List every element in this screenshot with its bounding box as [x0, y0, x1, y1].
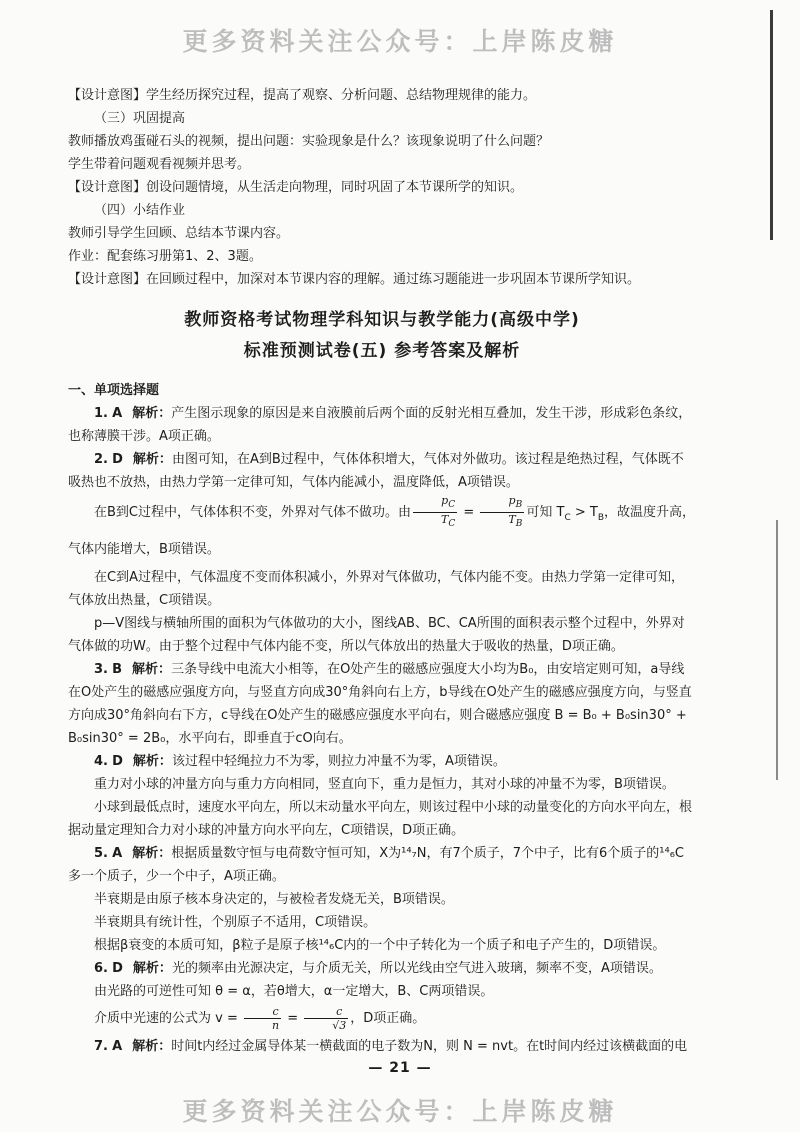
page-number: — 21 —	[368, 1060, 432, 1076]
q6-f2-num: c	[304, 1005, 348, 1019]
q2-label: 解析：	[132, 452, 172, 467]
section-single-choice-heading: 一、单项选择题	[68, 383, 160, 398]
q2-f2-num-sub: B	[515, 500, 523, 511]
q2-text-2b: 可知 T	[526, 505, 565, 521]
q6-text-3b: ，D项正确。	[350, 1010, 426, 1026]
q2-tb-sub: B	[597, 512, 605, 523]
q3-answer: B	[112, 661, 123, 677]
q4-number: 4.	[94, 753, 108, 769]
scan-edge-line-lower	[776, 520, 778, 780]
q2-f2-num: p	[508, 494, 516, 507]
answer-q6	[68, 957, 696, 980]
q2-text-2a: 在B到C过程中，气体体积不变，外界对气体不做功。由	[94, 505, 411, 521]
exam-title	[68, 305, 696, 367]
q1-answer: A	[112, 406, 123, 421]
q2-paragraph-4: p—V图线与横轴所围的面积为气体做功的大小，图线AB、BC、CA所围的面积表示整个过程中，外界对气体做的功W。由于整个过程中气体内能不变，所以气体放出的热量大于吸收的热量，D项正确。	[68, 615, 685, 654]
answer-q2	[68, 448, 696, 494]
q2-paragraph-2	[68, 494, 696, 566]
q1-text: 产生图示现象的原因是来自液膜前后两个面的反射光相互叠加，发生干涉，形成彩色条纹，也称薄膜干涉。A项正确。	[68, 406, 692, 444]
q6-equals: =	[283, 1010, 303, 1026]
design-intent-1: 【设计意图】学生经历探究过程，提高了观察、分析问题、总结物理规律的能力。	[68, 88, 537, 103]
q2-number: 2.	[94, 452, 108, 467]
design-intent-2: 【设计意图】创设问题情境，从生活走向物理，同时巩固了本节课所学的知识。	[68, 180, 524, 195]
q2-text-2d: ，故温度升高，气体内能增大，B项错误。	[68, 505, 696, 557]
q4-text-1: 该过程中轻绳拉力不为零，则拉力冲量不为零，A项错误。	[171, 753, 506, 769]
q5-paragraph-2: 半衰期是由原子核本身决定的，与被检者发烧无关，B项错误。	[94, 891, 454, 907]
q2-tc-sub: C	[564, 512, 571, 523]
q2-text-1: 由图可知，在A到B过程中，气体体积增大，气体对外做功。该过程是绝热过程，气体既不吸热也不放热，由热力学第一定律可知，气体内能减小，温度降低，A项错误。	[68, 452, 684, 490]
q6-text-3a: 介质中光速的公式为 v =	[94, 1010, 242, 1026]
q2-paragraph-3: 在C到A过程中，气体温度不变而体积减小，外界对气体做功，气体内能不变。由热力学第一定律可知，气体放出热量，C项错误。	[68, 569, 684, 608]
q2-f1-num-sub: C	[448, 500, 456, 511]
q2-f2-den: T	[508, 513, 516, 527]
q5-paragraph-4: 根据β衰变的本质可知，β粒子是原子核¹⁴₆C内的一个中子转化为一个质子和电子产生的，D项错误。	[94, 937, 666, 953]
watermark-bottom: 更多资料关注公众号：上岸陈皮糖	[182, 1097, 618, 1126]
q3-text: 三条导线中电流大小相等，在O处产生的磁感应强度大小均为B₀，由安培定则可知，a导线在O处产生的磁感应强度方向，与竖直方向成30°角斜向右上方，b导线在O处产生的磁感应强度方向，与竖直方向成30°角斜向右下方，c导线在O处产生的磁感应强度水平向右，则合磁感应强度 B = B₀ + B₀sin30° + B₀sin30° = 2B₀，水平向右，即垂直于cO向右。	[68, 661, 692, 746]
exam-title-line-1: 教师资格考试物理学科知识与教学能力(高级中学)	[184, 310, 580, 330]
q6-paragraph-3	[68, 1003, 696, 1035]
q6-fraction-c-n	[244, 1005, 281, 1032]
q2-f1-den: T	[441, 513, 449, 527]
q2-text-2c: > T	[570, 505, 598, 521]
q7-number: 7.	[94, 1038, 108, 1054]
q4-paragraph-2: 重力对小球的冲量方向与重力方向相同，竖直向下，重力是恒力，其对小球的冲量不为零，B项错误。	[94, 776, 675, 792]
teacher-summary: 教师引导学生回顾、总结本节课内容。	[68, 226, 290, 241]
q2-f1-num: p	[441, 494, 449, 507]
q6-f1-den: n	[271, 1018, 280, 1032]
q5-text-1: 根据质量数守恒与电荷数守恒可知，X为¹⁴₇N，有7个质子，7个中子，比有6个质子的¹⁴₆C多一个质子，少一个中子，A项正确。	[68, 845, 684, 884]
q4-label: 解析：	[132, 753, 172, 769]
q2-f2-den-sub: B	[515, 519, 523, 530]
answer-q5	[68, 842, 696, 888]
answer-q7	[68, 1035, 696, 1058]
q6-paragraph-2: 由光路的可逆性可知 θ = α，若θ增大，α一定增大，B、C两项错误。	[94, 983, 494, 999]
q6-label: 解析：	[132, 960, 172, 976]
homework-line: 作业：配套练习册第1、2、3题。	[68, 249, 262, 264]
q6-fraction-c-sqrt3	[304, 1005, 348, 1032]
q4-paragraph-3: 小球到最低点时，速度水平向左，所以末动量水平向左，则该过程中小球的动量变化的方向水平向左，根据动量定理知合力对小球的冲量方向水平向左，C项错误，D项正确。	[68, 799, 693, 838]
section-summary-heading: （四）小结作业	[94, 203, 186, 218]
q1-label: 解析：	[132, 406, 172, 421]
answer-q4	[68, 750, 696, 773]
q6-f2-den: √3	[332, 1018, 347, 1032]
design-intent-3: 【设计意图】在回顾过程中，加深对本节课内容的理解。通过练习题能进一步巩固本节课所学知识。	[68, 272, 641, 287]
watermark-top: 更多资料关注公众号：上岸陈皮糖	[182, 27, 618, 56]
q2-f1-den-sub: C	[448, 519, 456, 530]
scan-edge-line	[770, 10, 773, 240]
q6-text-1: 光的频率由光源决定，与介质无关，所以光线由空气进入玻璃，频率不变，A项错误。	[171, 960, 662, 976]
answer-q1	[68, 402, 696, 448]
q1-number: 1.	[94, 406, 108, 421]
q5-number: 5.	[94, 845, 108, 861]
document-body	[68, 84, 696, 1058]
q7-answer: A	[112, 1038, 123, 1054]
section-consolidate-heading: （三）巩固提高	[94, 111, 186, 126]
q5-paragraph-3: 半衰期具有统计性，个别原子不适用，C项错误。	[94, 914, 377, 930]
teacher-activity-video: 教师播放鸡蛋碰石头的视频，提出问题：实验现象是什么？该现象说明了什么问题？	[68, 134, 550, 149]
q2-fraction-pb-tb	[480, 494, 524, 531]
q5-label: 解析：	[132, 845, 172, 861]
q4-answer: D	[112, 753, 123, 769]
exam-title-line-2: 标准预测试卷(五) 参考答案及解析	[243, 341, 521, 361]
q7-label: 解析：	[132, 1038, 172, 1054]
q7-text: 时间t内经过金属导体某一横截面的电子数为N，则 N = nvt。在t时间内经过该横截面的电	[171, 1038, 688, 1054]
q6-number: 6.	[94, 960, 108, 976]
q6-answer: D	[112, 960, 123, 976]
q2-equals: =	[459, 505, 479, 521]
q3-number: 3.	[94, 661, 108, 677]
student-activity: 学生带着问题观看视频并思考。	[68, 157, 251, 172]
q3-label: 解析：	[132, 661, 172, 677]
answer-q3	[68, 658, 696, 750]
q2-fraction-pc-tc	[413, 494, 457, 531]
q5-answer: A	[112, 845, 123, 861]
q2-answer: D	[112, 452, 123, 467]
q6-f1-num: c	[244, 1005, 281, 1019]
